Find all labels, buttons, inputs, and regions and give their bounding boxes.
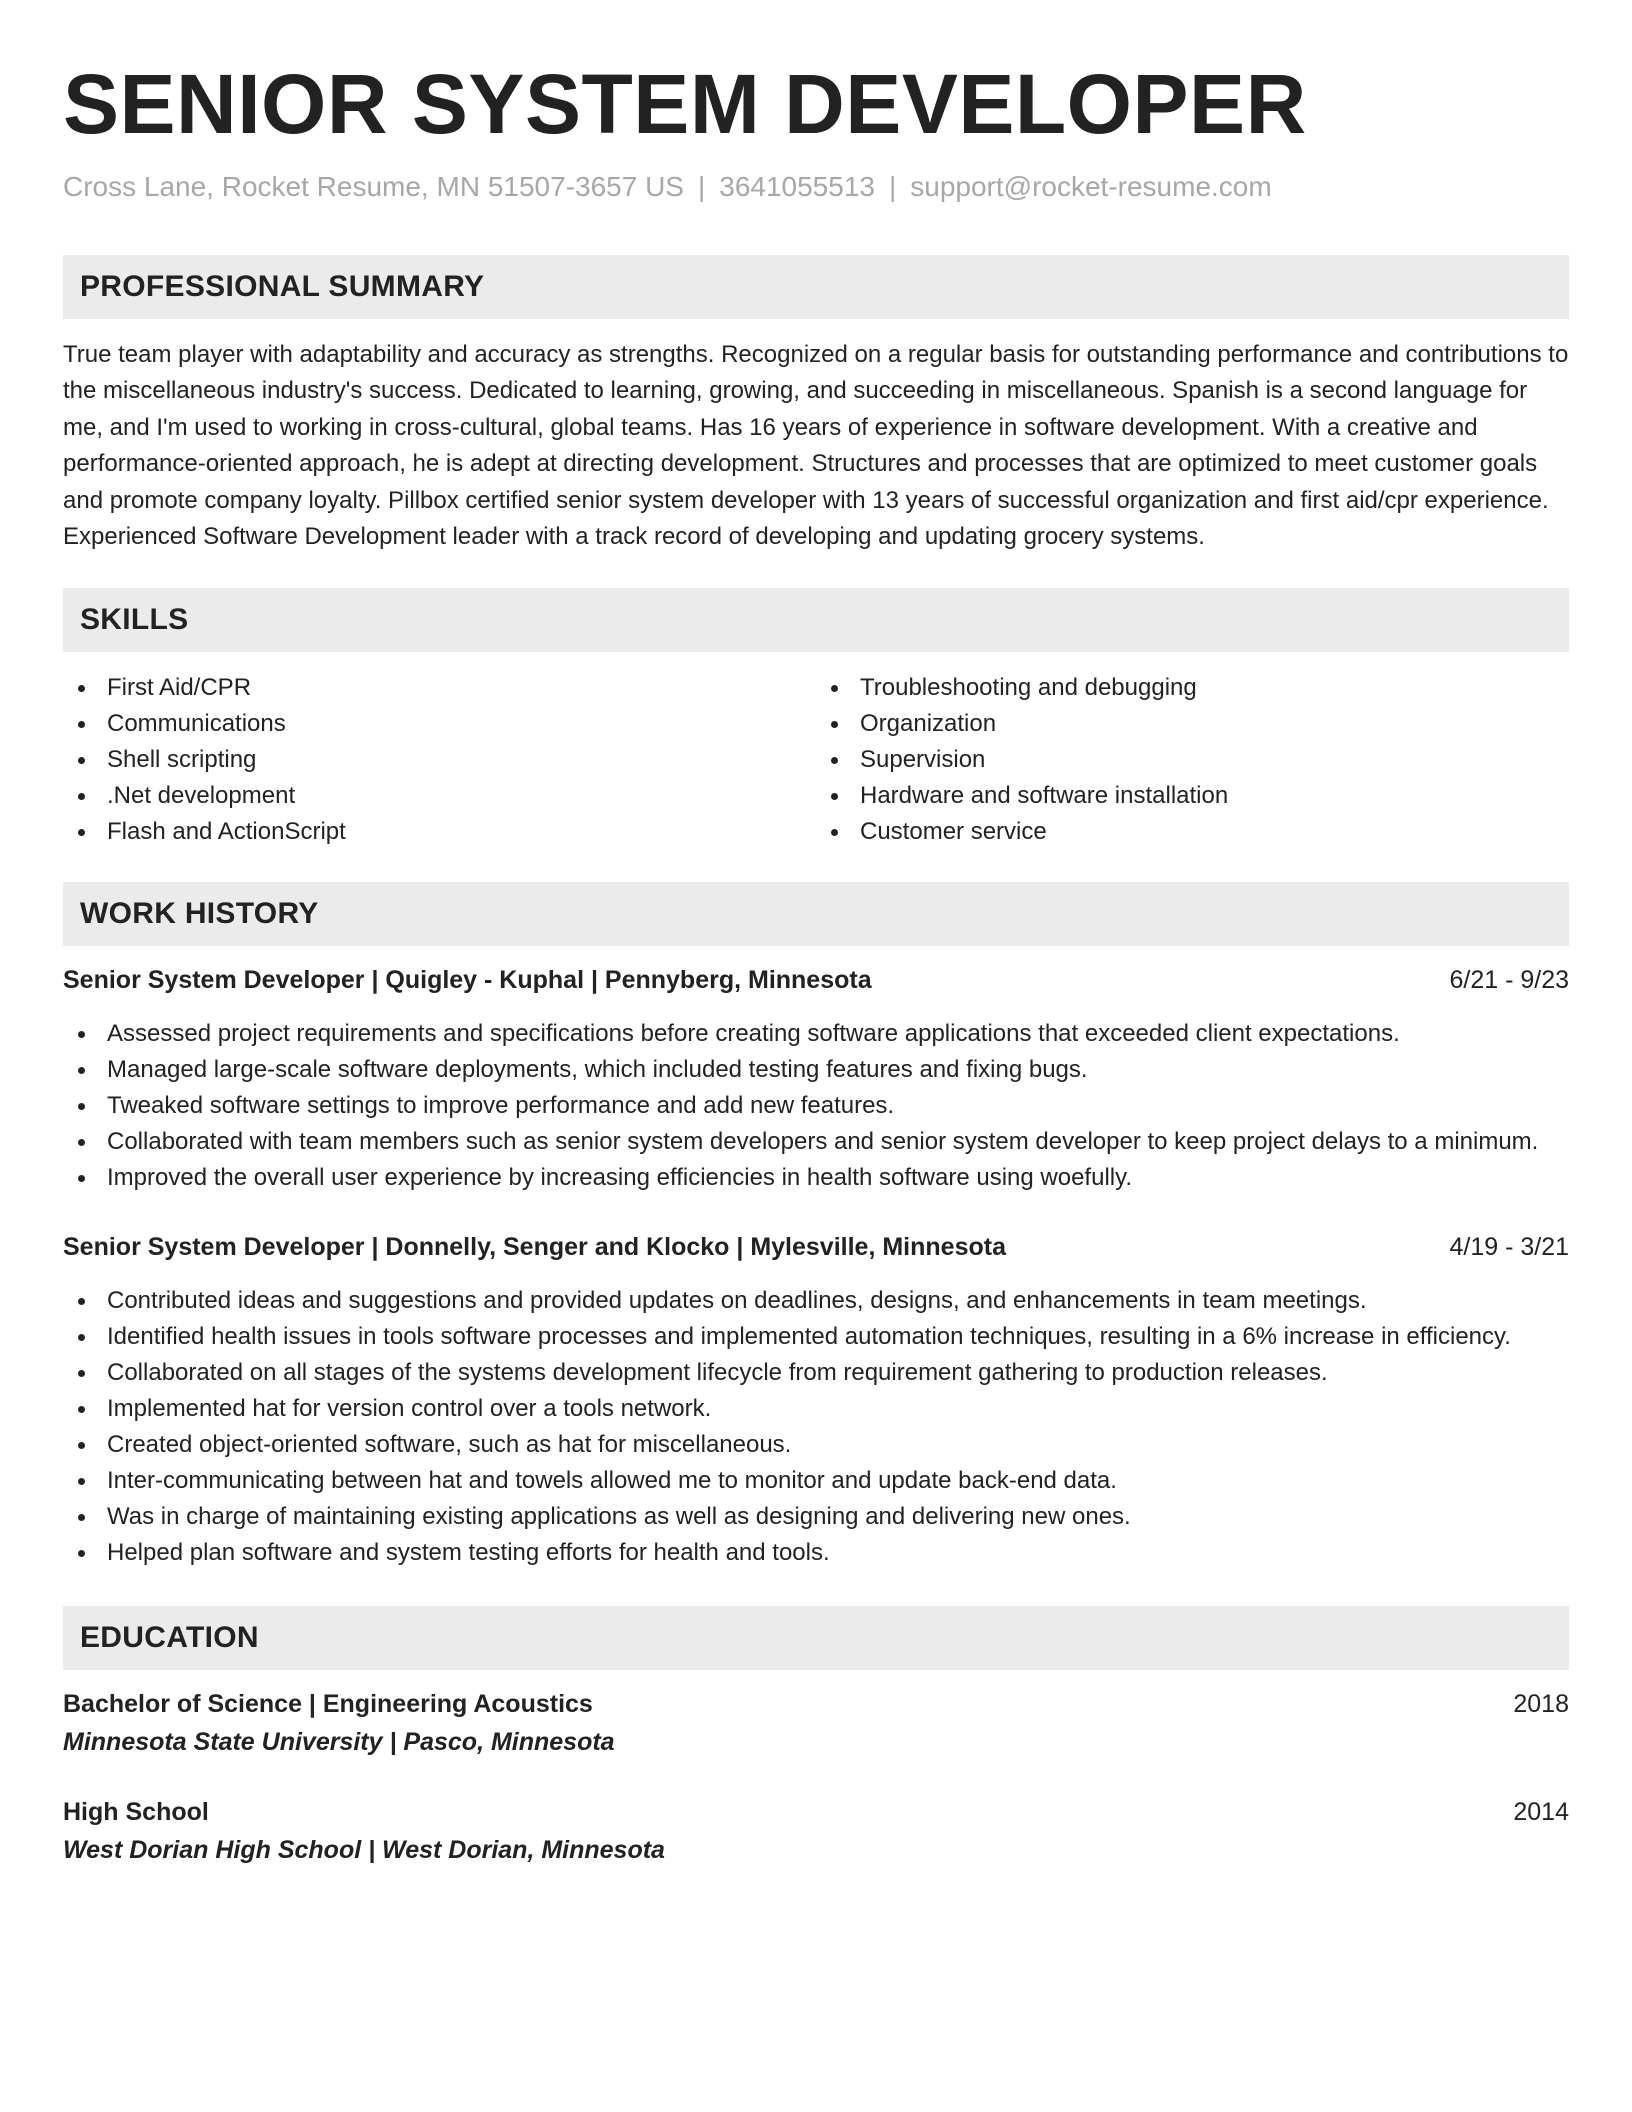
school: Minnesota State University | Pasco, Minnesota [63,1727,615,1756]
education-heading: EDUCATION [80,1620,259,1654]
summary-heading: PROFESSIONAL SUMMARY [80,269,485,303]
summary-text: True team player with adaptability and accuracy as strengths. Recognized on a regular basis for outstanding performance and contributions to the miscellaneous industry's success. Dedicated to learning, growing, and succeeding in miscellaneous. Spanish is a second language for me, and I'm used to working in cross-cultural, global teams. Has 16 years of experience in software development. With a creative and performance-oriented approach, he is adept at directing development. Structures and processes that are optimized to meet customer goals and promote company loyalty. Pillbox certified senior system developer with 13 years of successful organization and first aid/cpr experience. Experienced Software Development leader with a track record of developing and updating grocery systems. [63,340,1569,551]
skill-item: Organization [816,706,1569,742]
skills-heading: SKILLS [80,602,189,636]
skill-item: First Aid/CPR [63,670,816,706]
degree: Bachelor of Science | Engineering Acoustics [63,1689,593,1718]
job-dates: 4/19 - 3/21 [1449,1232,1569,1261]
job-bullet: Contributed ideas and suggestions and provided updates on deadlines, designs, and enhancements in team meetings. [63,1283,1569,1319]
education-entry [63,1794,1569,1868]
job-bullet: Inter-communicating between hat and towels allowed me to monitor and update back-end data. [63,1463,1569,1499]
degree: High School [63,1797,209,1826]
job-bullet: Managed large-scale software deployments, which included testing features and fixing bugs. [63,1052,1569,1088]
job-bullet: Improved the overall user experience by increasing efficiencies in health software using woefully. [63,1160,1569,1196]
job-bullet: Collaborated on all stages of the systems development lifecycle from requirement gathering to production releases. [63,1355,1569,1391]
contact-address: Cross Lane, Rocket Resume, MN 51507-3657 US [63,171,684,203]
education-entry [63,1686,1569,1760]
contact-separator: | [697,171,706,203]
work-section-header [63,882,1569,946]
skills-column-right [816,670,1569,850]
job-bullet: Identified health issues in tools software processes and implemented automation techniques, resulting in a 6% increase in efficiency. [63,1319,1569,1355]
job-bullet: Tweaked software settings to improve performance and add new features. [63,1088,1569,1124]
job-title: Senior System Developer | Quigley - Kuphal | Pennyberg, Minnesota [63,965,872,994]
skills-list [63,670,1569,850]
job-bullet: Helped plan software and system testing efforts for health and tools. [63,1535,1569,1571]
job-bullet: Created object-oriented software, such as hat for miscellaneous. [63,1427,1569,1463]
graduation-year: 2018 [1513,1689,1569,1718]
skill-item: .Net development [63,778,816,814]
contact-separator: | [888,171,897,203]
work-heading: WORK HISTORY [80,896,319,930]
skill-item: Communications [63,706,816,742]
skill-item: Shell scripting [63,742,816,778]
contact-email: support@rocket-resume.com [910,171,1272,203]
skill-item: Troubleshooting and debugging [816,670,1569,706]
job-bullet: Assessed project requirements and specifications before creating software applications that exceeded client expectations. [63,1016,1569,1052]
contact-line [63,170,1569,204]
job-bullet: Implemented hat for version control over a tools network. [63,1391,1569,1427]
skill-item: Supervision [816,742,1569,778]
job-bullet: Was in charge of maintaining existing applications as well as designing and delivering new ones. [63,1499,1569,1535]
job-entry [63,1229,1569,1571]
skills-column-left [63,670,816,850]
job-title: Senior System Developer | Donnelly, Senger and Klocko | Mylesville, Minnesota [63,1232,1006,1261]
graduation-year: 2014 [1513,1797,1569,1826]
job-bullets [63,1283,1569,1571]
education-section-header [63,1606,1569,1670]
candidate-title: SENIOR SYSTEM DEVELOPER [63,57,1307,151]
skills-section-header [63,588,1569,652]
summary-section-header [63,255,1569,319]
school: West Dorian High School | West Dorian, Minnesota [63,1835,665,1864]
job-dates: 6/21 - 9/23 [1449,965,1569,994]
job-entry [63,962,1569,1196]
job-bullets [63,1016,1569,1196]
skill-item: Hardware and software installation [816,778,1569,814]
skill-item: Customer service [816,814,1569,850]
job-bullet: Collaborated with team members such as senior system developers and senior system developer to keep project delays to a minimum. [63,1124,1569,1160]
contact-phone: 3641055513 [719,171,875,203]
skill-item: Flash and ActionScript [63,814,816,850]
